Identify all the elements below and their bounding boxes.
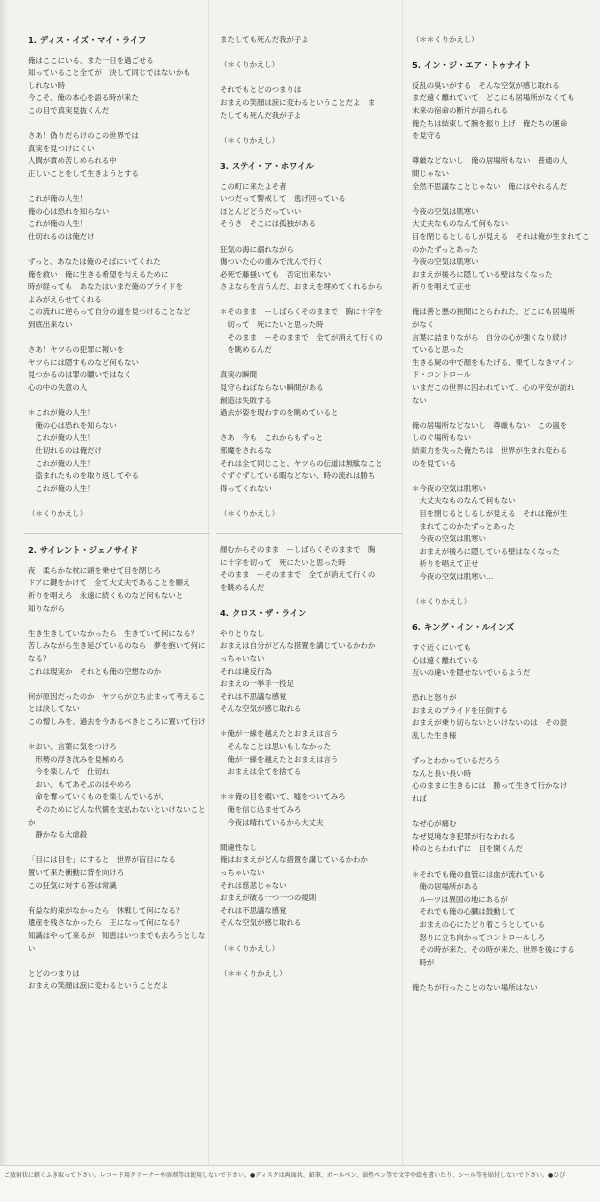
stanza-gap	[28, 395, 206, 408]
stanza-gap	[28, 728, 206, 741]
lyric-stanza: 反乱の臭いがする そんな空気が感じ取れる まだ遠く離れていて どこにも居場所がなくても 未来の宿命の断片が語られる 俺たちは結束して腕を振り上げ 俺たちの運命 を見守る	[412, 80, 575, 141]
stanza-gap	[412, 806, 590, 819]
stanza-gap	[28, 615, 206, 628]
lyric-stanza: 間違性なし 俺はおまえがどんな措置を講じているかわか っちゃいない それは慈悲じゃない おまえが破る一つ一つの規則 それは不思議な感覚 そんな空気が感じ取れる	[220, 842, 368, 928]
stanza-gap	[28, 892, 206, 905]
stanza-gap	[412, 743, 590, 756]
lyric-stanza: 「目には目を」にすると 世界が盲目になる 置いて来た衝動に背を向けろ この狂気に対する答は常識	[28, 855, 176, 890]
stanza-gap	[220, 294, 398, 307]
page-edge-shadow	[0, 0, 8, 1165]
lyric-stanza: とどのつまりは おまえの笑顔は涙に変わるということだよ	[28, 968, 169, 991]
lyric-stanza: 有益な約束がなかったら 休戦して何になる？ 遺産を残さなかったら 王になって何になる？ 知識はやって来るが 知恵はいつまでも去ろうとしない	[28, 905, 206, 953]
lyric-stanza: ＊今夜の空気は肌寒い 大丈夫なものなんて何もない 目を閉じるとしるしが見える それは俺が生 まれてこのかたずっとあった 今夜の空気は肌寒い おまえが後ろに隠している壁はなくなった 祈りを唱えて正せ 今夜の空気は肌寒い…	[412, 483, 568, 581]
lyric-stanza: これが俺の人生！ 俺の心は恐れを知らない これが俺の人生！ 仕切れるのは俺だけ	[28, 194, 110, 241]
lyric-stanza: 何が原因だったのか ヤツらが立ち止まって考えることは決してない この憎しみを、過去を今あるべきところに置いて行け	[28, 691, 206, 726]
stanza-gap	[412, 47, 590, 60]
stanza-gap	[412, 193, 590, 206]
stanza-gap	[28, 955, 206, 968]
lyric-stanza: ずっとわかっているだろう なんと長い長い時 心のままに生きるには 勝って生きて行かなけ れば	[412, 756, 568, 804]
stanza-gap	[28, 244, 206, 257]
lyric-stanza: 俺はここにいる、また一日を過ごせる 知っていること全てが 決して同じではないかも しれない時 今こそ、俺の本心を語る時が来た この目で真実見抜くんだ	[28, 55, 191, 115]
song-title: 4. クロス・ザ・ライン	[220, 608, 307, 619]
lyric-stanza: 俺の居場所などないし 尊厳もない この嵐を しのぐ場所もない 結束力を失った俺たちは 世界が生まれ変わる のを見ている	[412, 420, 568, 468]
stanza-gap	[28, 181, 206, 194]
lyric-stanza: なぜ心が痛む なぜ見境なき犯罪が行なわれる 枠のとらわれずに 目を開くんだ	[412, 819, 523, 854]
stanza-gap	[220, 420, 398, 433]
lyric-stanza: （＊＊くりかえし）	[412, 35, 479, 44]
stanza-gap	[412, 680, 590, 693]
lyrics-column-1	[28, 34, 206, 993]
stanza-gap	[220, 231, 398, 244]
stanza-gap	[28, 118, 206, 131]
song-title: 2. サイレント・ジェノサイド	[28, 545, 139, 556]
lyric-stanza: 狂気の海に溺れながら 傷ついた心の重みで沈んで行く 必死で藤掻いても 否定出来ない さよならを言うんだ、おまえを埋めてくれるから	[220, 244, 383, 292]
stanza-gap	[220, 72, 398, 85]
care-instructions-footer	[0, 1165, 600, 1202]
stanza-gap	[220, 122, 398, 135]
stanza-gap	[220, 955, 398, 968]
song-title: 5. イン・ジ・エア・トゥナイト	[412, 60, 531, 71]
lyric-stanza: （＊くりかえし）	[220, 943, 280, 953]
stanza-gap	[220, 147, 398, 160]
lyric-stanza: （＊くりかえし）	[28, 508, 88, 518]
stanza-gap	[28, 678, 206, 691]
stanza-gap	[220, 47, 398, 60]
lyric-stanza: （＊くりかえし）	[220, 135, 280, 145]
stanza-gap	[412, 470, 590, 483]
stanza-gap	[220, 930, 398, 943]
lyric-stanza: ＊おい、言葉に気をつけろ 形勢の浮き沈みを見極めろ 今を楽しんで 仕切れ おい、もてあそぶのはやめろ 命を奪っていくものを楽しんでいるが、 そのためにどんな代償を支払わないといけないことか 静かなる大虐殺	[28, 742, 206, 840]
lyric-stanza: またしても死んだ我が子よ	[220, 35, 309, 44]
lyric-stanza: 俺は善と悪の狭間にとらわれた、どこにも居場所 がなく 言葉に詰まりながら 自分の心が強くなり続け ていると思った 生きる屍の中で顔をもたげる、果てしなきマイン ド・コントロール いまだこの世界に囚われていて、心の平安が訪れ ない	[412, 307, 575, 405]
lyrics-column-2	[220, 34, 398, 980]
column-fold-1	[208, 0, 209, 1165]
stanza-gap	[412, 609, 590, 622]
lyric-stanza: それでもとどのつまりは おまえの笑顔は涙に変わるということだよ ま たしても死んだ我が子よ	[220, 85, 376, 120]
lyric-stanza: 真実の瞬間 見守らねばならない瞬間がある 創造は失敗する 過去が姿を現わすのを眺めていると	[220, 370, 339, 418]
lyric-stanza: （＊くりかえし）	[412, 597, 472, 607]
stanza-gap	[220, 716, 398, 729]
lyric-stanza: ＊＊俺の目を覗いて、嘘をついてみろ 俺を信じ込ませてみろ 今夜は晴れているから大丈夫	[220, 792, 346, 827]
lyric-stanza: （＊くりかえし）	[220, 60, 280, 70]
lyric-stanza: 生き生きしていなかったら 生きていて何になる？ 苦しみながら生き延びているのなら 夢を抱いて何になる？ これは現実か それとも俺の空想なのか	[28, 628, 206, 676]
stanza-gap	[220, 779, 398, 792]
stanza-gap	[412, 856, 590, 869]
lyric-stanza: ＊そのまま ーしばらくそのままで 胸に十字を 切って 死にたいと思った時 そのまま ーそのままで 全てが消えて行くの を眺めるんだ	[220, 307, 383, 355]
lyric-stanza: さあ 今も これからもずっと 邪魔をされるな それは全て同じこと、ヤツらの伝道は無駄なこと ぐずぐずしている暇などない、時の流れは勝ち 得ってくれない	[220, 433, 383, 493]
lyric-stanza: ＊これが俺の人生！ 俺の心は恐れを知らない これが俺の人生！ 仕切れるのは俺だけ これが俺の人生！ 盗まれたものを取り返してやる これが俺の人生！	[28, 408, 139, 493]
lyric-stanza: 俺たちが行ったことのない場所はない	[412, 982, 538, 992]
lyric-stanza: 今夜の空気は肌寒い 大丈夫なものなんて何もない 目を閉じるとしるしが見える それは俺が生まれてこのかたずっとあった 今夜の空気は肌寒い おまえが後ろに隠している壁はなくなった 祈りを唱えて正せ	[412, 206, 590, 292]
stanza-gap	[412, 407, 590, 420]
stanza-gap	[28, 495, 206, 508]
lyric-stanza: さあ！偽りだらけのこの世界では 真実を見つけにくい 人間が責め苦しめられる中 正しいことをして生きようとする	[28, 131, 139, 178]
lyric-stanza: 恐れと怒りが おまえのプライドを圧倒する おまえが乗り切らないといけないのは その混 乱した生き様	[412, 693, 568, 741]
stanza-gap	[412, 969, 590, 982]
song-title: 1. ディス・イズ・マイ・ライフ	[28, 35, 147, 45]
footer-text: ご放射状に軽くふき取って下さい。レコード用クリーナーや溶剤等は使用しないで下さい。●ディスクは両面共、鉛筆、ボールペン、油性ペン等で文字や絵を書いたり、シール等を貼付しないで下さい。●ひび	[4, 1172, 566, 1179]
lyric-stanza: （＊くりかえし）	[220, 508, 280, 518]
lyric-stanza: この町に来たよそ者 いつだって警戒して 逃げ回っている ほとんどどうだっていい そうさ そこには孤独がある	[220, 181, 346, 229]
stanza-gap	[220, 829, 398, 842]
song-title: 3. ステイ・ア・ホワイル	[220, 160, 314, 171]
lyrics-column-3	[412, 34, 590, 995]
stanza-gap	[220, 595, 398, 608]
song-title: 6. キング・イン・ルインズ	[412, 622, 515, 633]
lyric-stanza: さあ！ヤツらの犯罪に報いを ヤツらには隠すものなど何もない 見つかるのは罪の贖いではなく 心の中の失意の人	[28, 345, 139, 393]
stanza-gap	[28, 332, 206, 345]
stanza-gap	[412, 143, 590, 156]
lyric-stanza: 顔むからそのまま ーしばらくそのままで 胸 に十字を切って 死にたいと思った時 そのまま ーそのままで 全てが消えて行くの を眺めるんだ	[220, 545, 376, 592]
lyric-stanza: すぐ近くにいても 心は遠く離れている 互いの違いを隠せないでいるようだ	[412, 642, 531, 678]
lyric-stanza: ＊俺が一線を越えたとおまえは言う そんなことは思いもしなかった 俺が一線を越えたとおまえは言う おまえは全てを捨てる	[220, 729, 339, 777]
stanza-gap	[220, 357, 398, 370]
section-divider	[24, 521, 210, 535]
lyric-stanza: 尊厳などないし 俺の居場所もない 普通の人 間じゃない 全然不思議なことじゃない 俺にはやれるんだ	[412, 156, 568, 191]
lyric-stanza: ＊それでも俺の血管には血が流れている 俺の居場所がある ルーツは異国の地にあるが それでも俺の心臓は鼓動して おまえの心にたどり着こうとしている 怒りに立ち向かってコントロールしろ その時が来た、その時が来た、世界を後にする 時が	[412, 869, 575, 967]
section-divider	[216, 521, 402, 535]
stanza-gap	[412, 584, 590, 597]
stanza-gap	[28, 842, 206, 855]
column-fold-2	[402, 0, 403, 1165]
lyric-stanza: （＊＊くりかえし）	[220, 968, 287, 978]
lyric-stanza: ずっと、あなたは俺のそばにいてくれた 俺を救い 俺に生きる希望を与えるために 時が経っても あなたはいまだ俺のプライドを よみがえらせてくれる この流れに逆らって自分の道を見つけることなど 到底出来ない	[28, 257, 191, 330]
stanza-gap	[220, 495, 398, 508]
stanza-gap	[412, 294, 590, 307]
lyric-stanza: 夜 柔らかな枕に頭を乗せて目を閉じろ ドアに鍵をかけて 全て大丈夫であることを願え 祈りを唱えろ 永遠に続くものなど何もないと 知りながら	[28, 565, 191, 613]
lyric-stanza: やりとりなし おまえは自分がどんな措置を講じているかわか っちゃいない それは違反行為 おまえの一挙手一投足 それは不思議な感覚 そんな空気が感じ取れる	[220, 628, 376, 714]
